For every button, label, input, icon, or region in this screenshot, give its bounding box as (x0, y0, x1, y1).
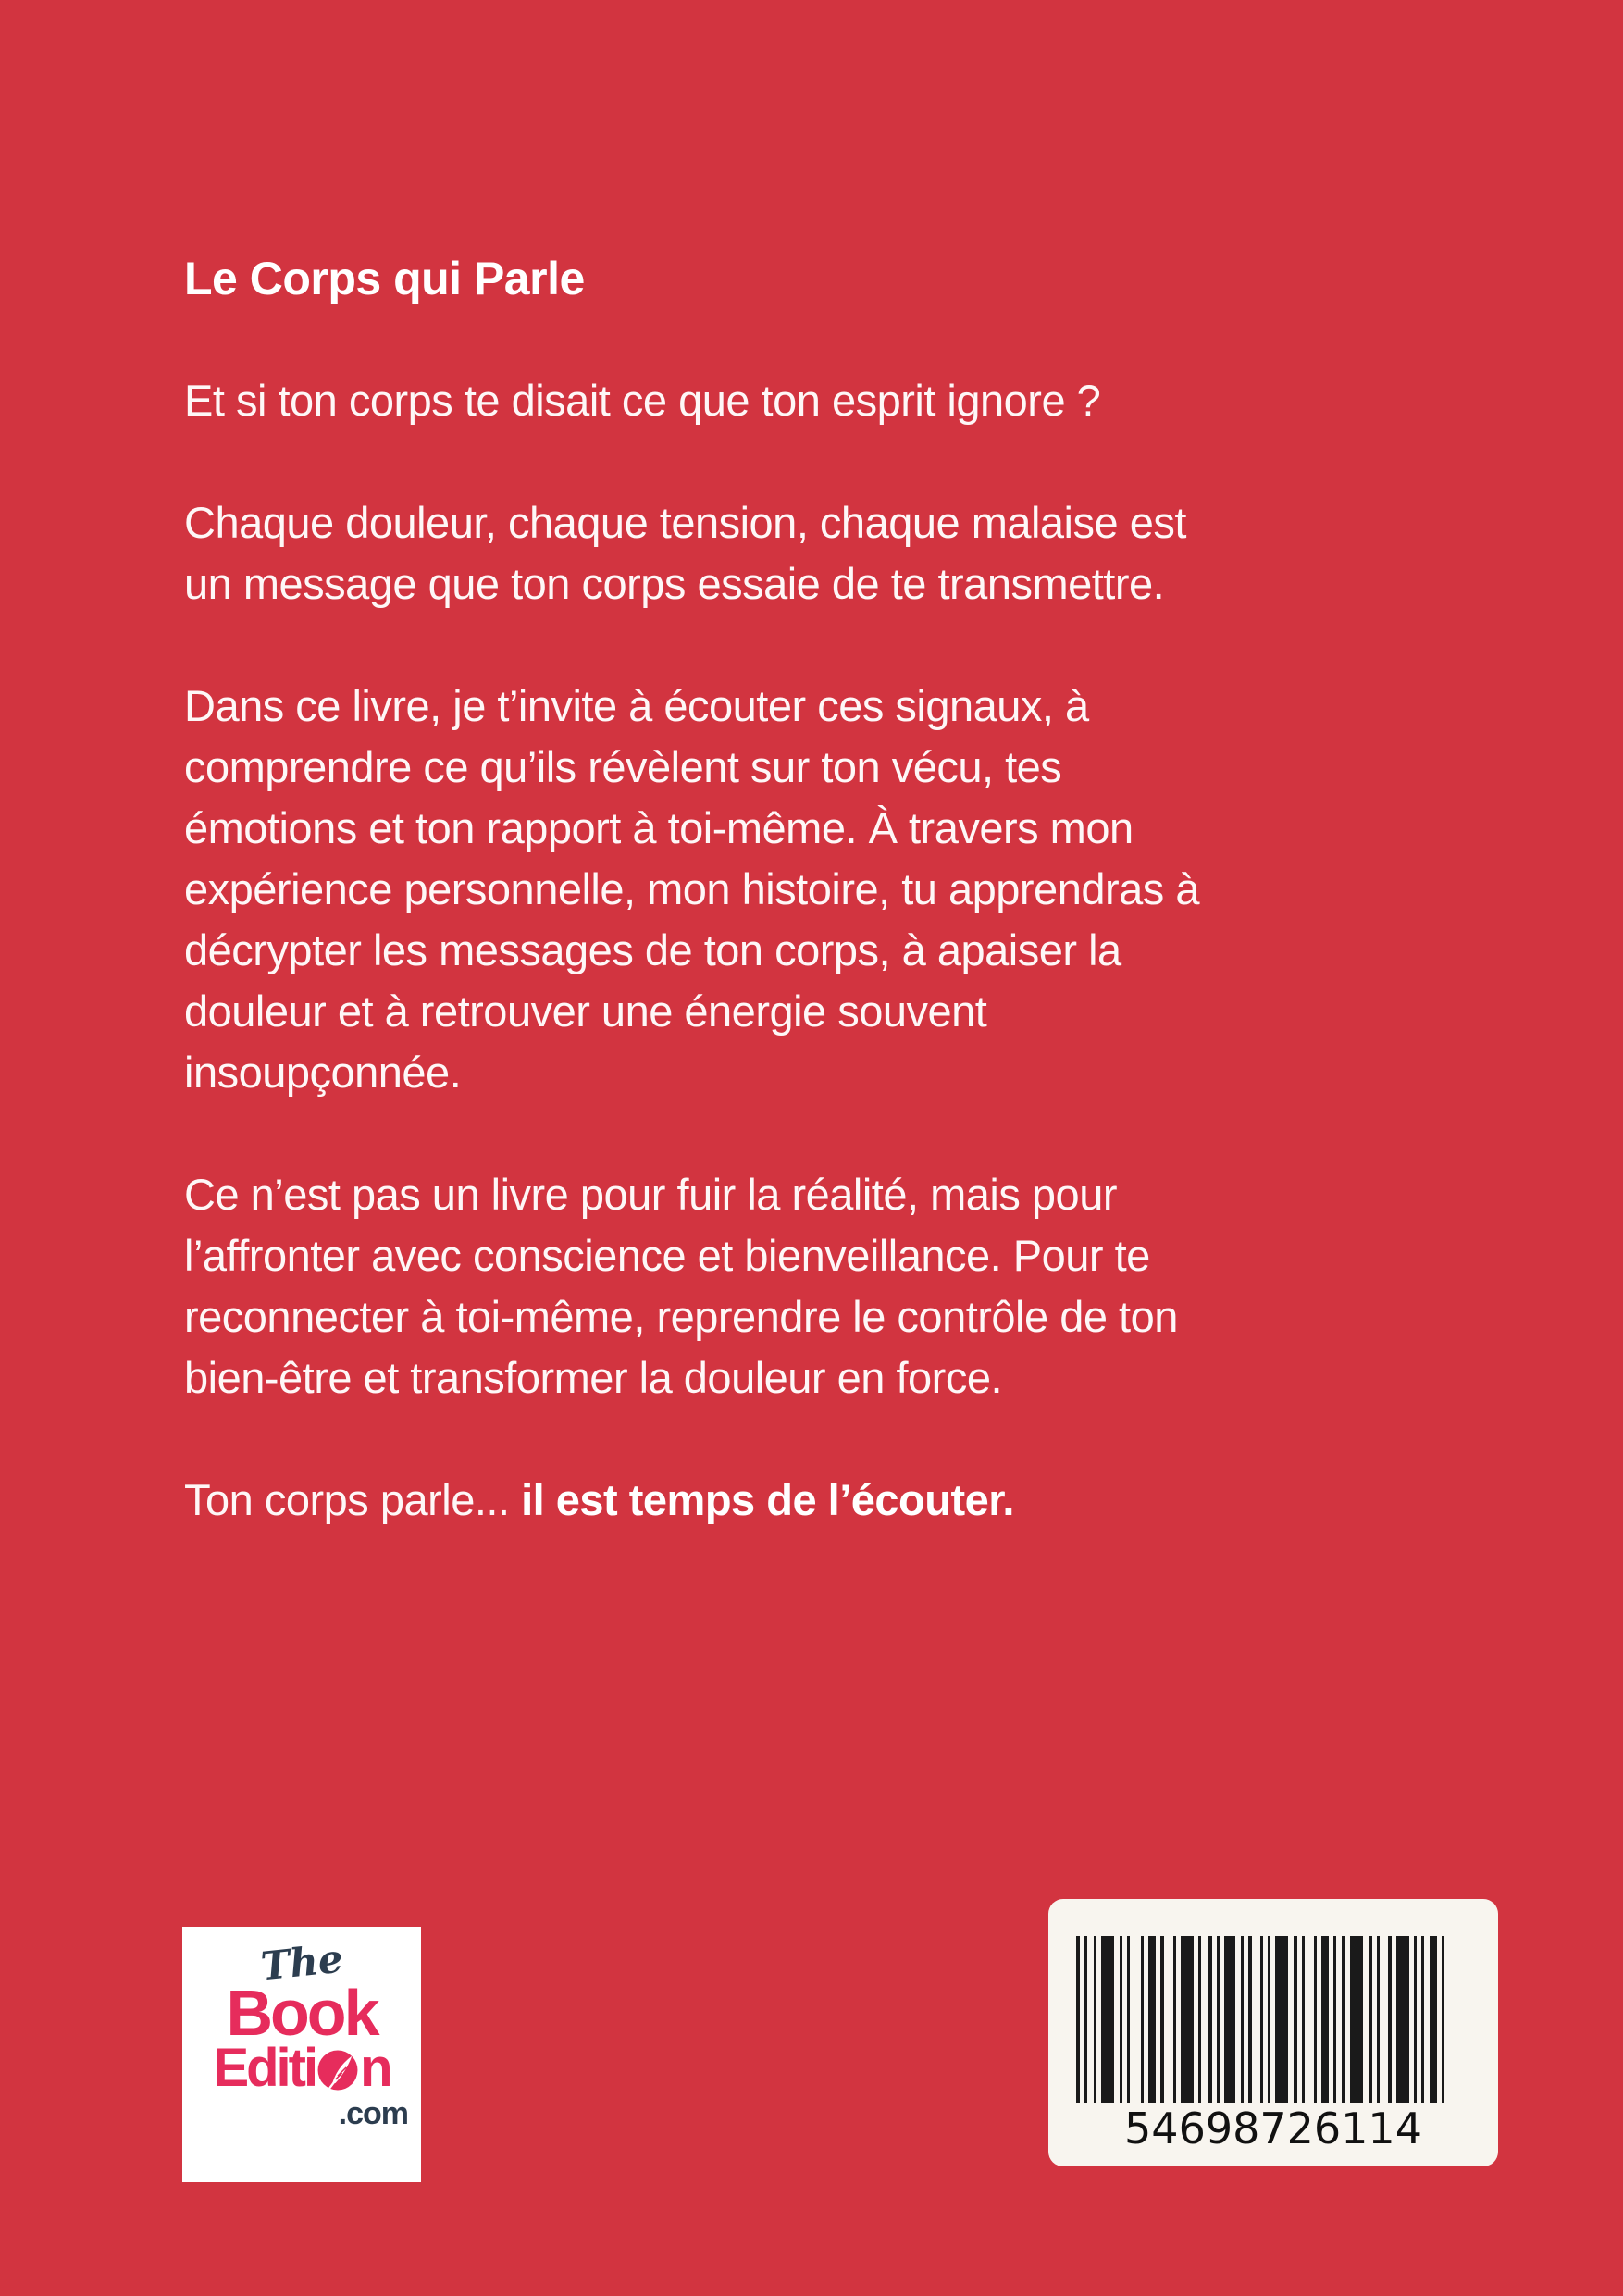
logo-edition-start: Editi (213, 2038, 316, 2098)
text-line: Dans ce livre, je t’invite à écouter ces signaux, à (184, 681, 1089, 730)
back-cover-text (184, 248, 1415, 1531)
logo-word-edition (213, 2038, 390, 2098)
barcode (1048, 1899, 1498, 2166)
feather-quill-icon (316, 2047, 359, 2090)
logo-word-book: Book (226, 1977, 378, 2049)
text-line: Et si ton corps te disait ce que ton esprit ignore ? (184, 376, 1101, 425)
text-line: émotions et ton rapport à toi-même. À travers mon (184, 803, 1134, 852)
paragraph-purpose (184, 1164, 1415, 1409)
paragraph-book-description (184, 676, 1415, 1103)
publisher-logo (182, 1927, 421, 2182)
text-line: comprendre ce qu’ils révèlent sur ton vécu, tes (184, 742, 1062, 791)
text-line: un message que ton corps essaie de te transmettre. (184, 559, 1165, 608)
book-title: Le Corps qui Parle (184, 253, 585, 304)
closing-prefix: Ton corps parle... (184, 1475, 522, 1524)
logo-suffix-com: .com (338, 2096, 408, 2131)
paragraph-message (184, 492, 1415, 614)
text-line: Ce n’est pas un livre pour fuir la réalité, mais pour (184, 1170, 1117, 1219)
text-line: reconnecter à toi-même, reprendre le contrôle de ton (184, 1292, 1178, 1341)
text-line: insoupçonnée. (184, 1048, 462, 1097)
logo-word-the: The (258, 1935, 345, 1990)
paragraph-hook (184, 370, 1415, 431)
closing-emphasis: il est temps de l’écouter. (521, 1475, 1014, 1524)
text-line: douleur et à retrouver une énergie souvent (184, 987, 987, 1036)
text-line: l’affronter avec conscience et bienveillance. Pour te (184, 1231, 1150, 1280)
barcode-number: 54698726114 (1124, 2104, 1422, 2153)
text-line: expérience personnelle, mon histoire, tu apprendras à (184, 864, 1199, 913)
text-line: Chaque douleur, chaque tension, chaque malaise est (184, 498, 1186, 547)
barcode-bars-icon (1076, 1936, 1444, 2103)
logo-edition-end: n (360, 2038, 390, 2098)
text-line: décrypter les messages de ton corps, à apaiser la (184, 925, 1121, 974)
text-line: bien-être et transformer la douleur en force. (184, 1353, 1003, 1402)
closing-line (184, 1470, 1415, 1531)
